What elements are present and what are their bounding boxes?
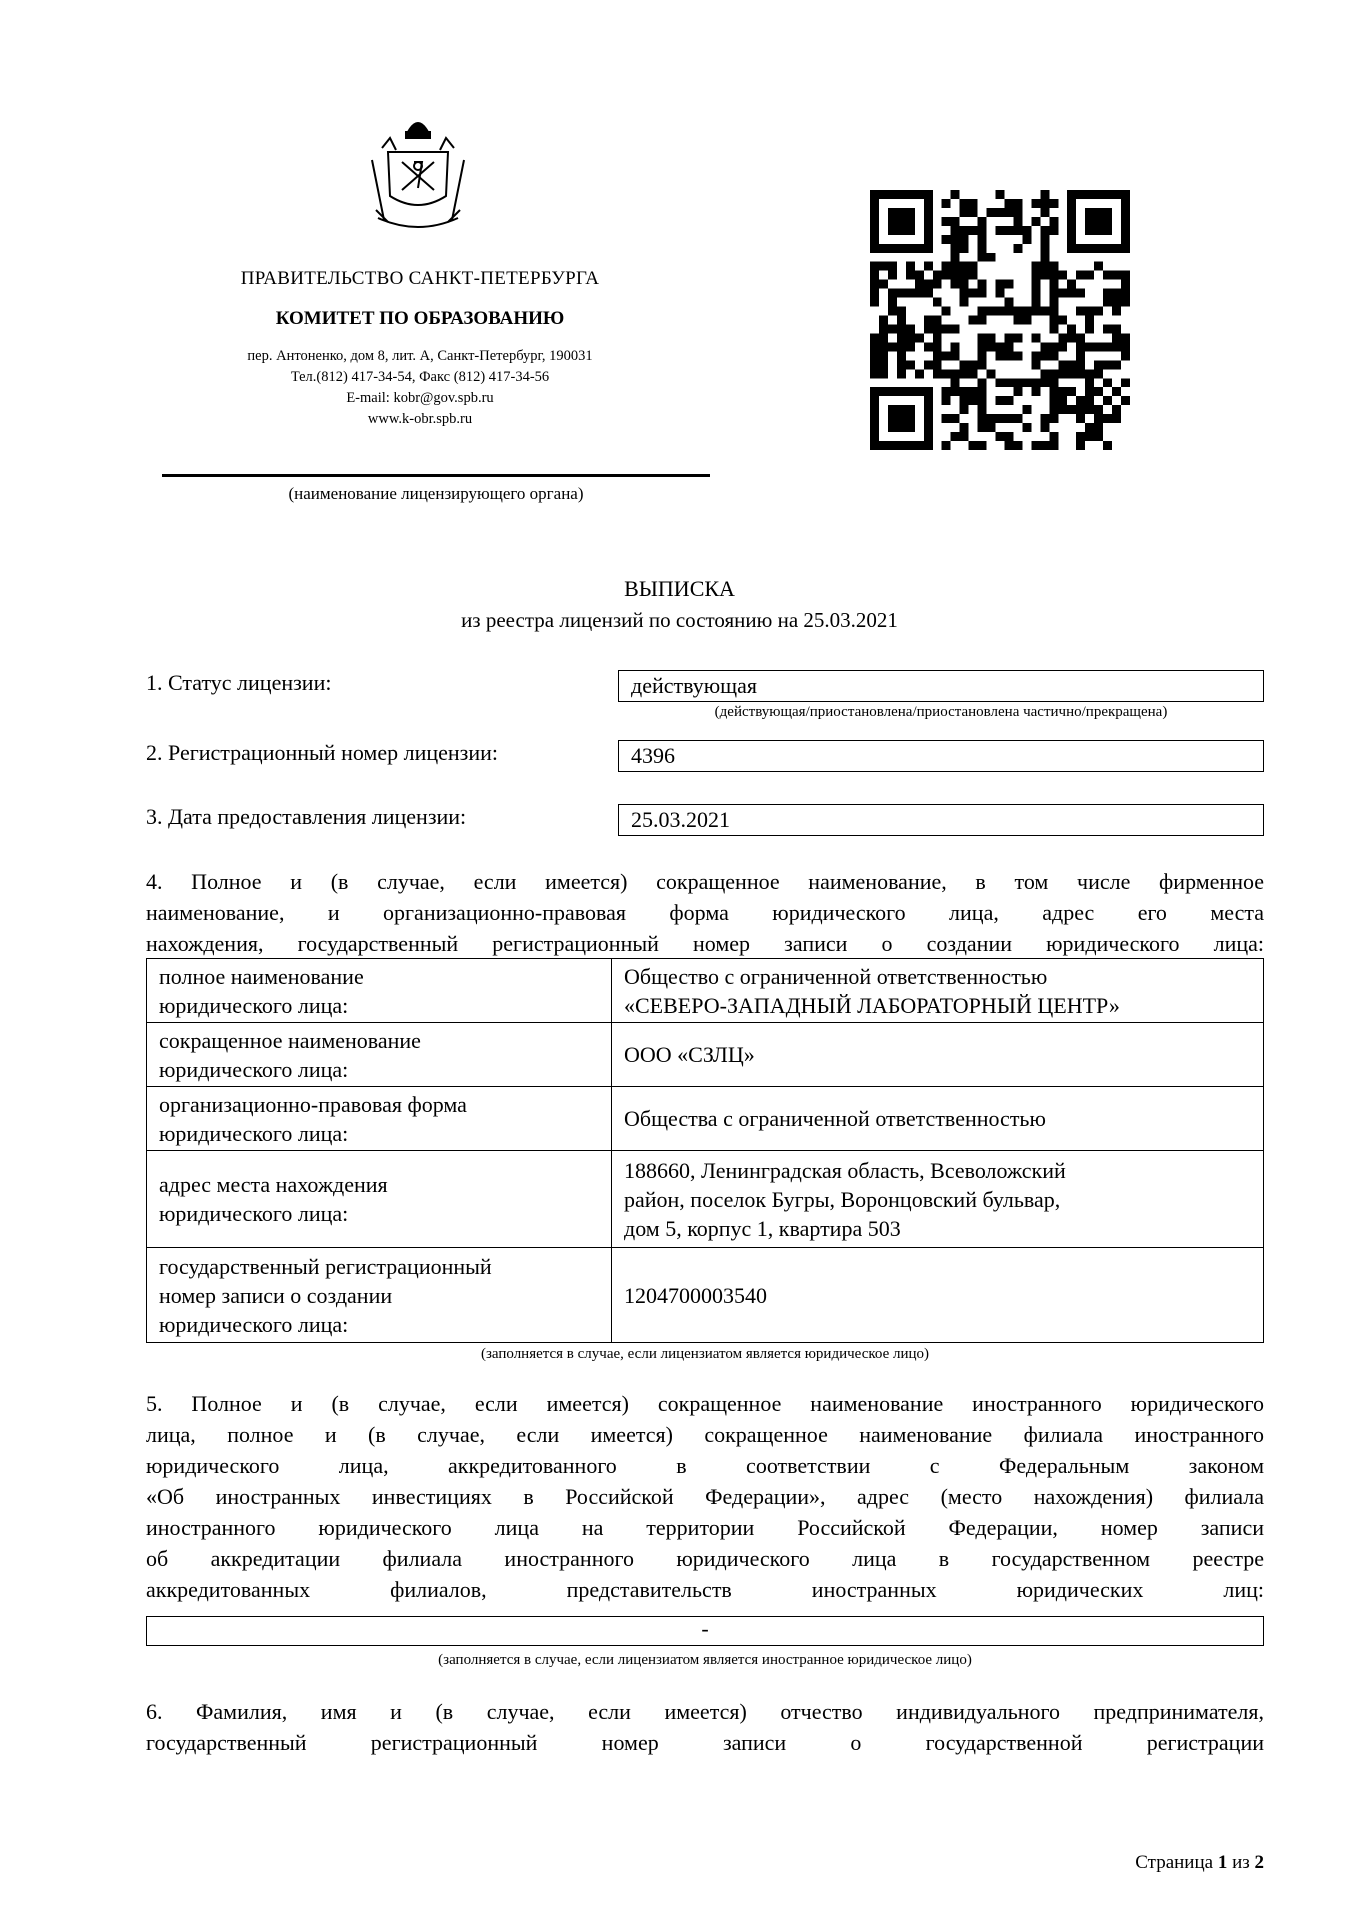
section-4-line: наименование, и организационно-правовая форма юридического лица, адрес его места <box>146 900 1264 925</box>
page-middle: из <box>1227 1852 1255 1873</box>
table-row <box>147 1023 1264 1087</box>
section-5-line: «Об иностранных инвестициях в Российской Федерации», адрес (место нахождения) филиала <box>146 1484 1264 1509</box>
table-row <box>147 1151 1264 1248</box>
section-5-text <box>146 1388 1264 1605</box>
row-value <box>612 1023 1264 1087</box>
value-line: ООО «СЗЛЦ» <box>624 1042 755 1067</box>
phone-line: Тел.(812) 417-34-54, Факс (812) 417-34-56 <box>290 369 550 385</box>
reg-number-label: 2. Регистрационный номер лицензии: <box>146 740 499 765</box>
row-key <box>147 1151 612 1248</box>
current-page: 1 <box>1217 1852 1228 1873</box>
website-line: www.k-obr.spb.ru <box>367 411 473 427</box>
section-5-value: - <box>146 1616 1264 1646</box>
section-4-line: 4. Полное и (в случае, если имеется) сокращенное наименование, в том числе фирменное <box>146 869 1264 894</box>
key-line: юридического лица: <box>159 1311 349 1337</box>
section-5-line: 5. Полное и (в случае, если имеется) сокращенное наименование иностранного юридического <box>146 1391 1264 1416</box>
email-line: E-mail: kobr@gov.spb.ru <box>346 390 494 406</box>
row-key <box>147 959 612 1023</box>
qr-code <box>870 190 1130 450</box>
key-line: юридического лица: <box>159 1201 349 1226</box>
value-line: «СЕВЕРО-ЗАПАДНЫЙ ЛАБОРАТОРНЫЙ ЦЕНТР» <box>624 992 1120 1018</box>
coat-of-arms-emblem <box>362 110 474 240</box>
section-5-line: об аккредитации филиала иностранного юридического лица в государственном реестре <box>146 1546 1264 1571</box>
status-value: действующая <box>618 670 1264 702</box>
value-line: 188660, Ленинградская область, Всеволожский <box>624 1157 1066 1183</box>
key-line: адрес места нахождения <box>159 1172 388 1197</box>
row-value <box>612 1151 1264 1248</box>
key-line: государственный регистрационный <box>159 1253 492 1279</box>
section-5-line: юридического лица, аккредитованного в соответствии с Федеральным законом <box>146 1453 1264 1478</box>
government-name: ПРАВИТЕЛЬСТВО САНКТ-ПЕТЕРБУРГА <box>240 268 600 289</box>
section-5-line: иностранного юридического лица на территории Российской Федерации, номер записи <box>146 1515 1264 1540</box>
table-row <box>147 959 1264 1023</box>
key-line: номер записи о создании <box>159 1282 393 1308</box>
authority-caption: (наименование лицензирующего органа) <box>288 484 584 503</box>
section-6-text <box>146 1696 1264 1758</box>
status-label: 1. Статус лицензии: <box>146 670 332 695</box>
section-5-note: (заполняется в случае, если лицензиатом является иностранное юридическое лицо) <box>438 1652 972 1668</box>
address-line: пер. Антоненко, дом 8, лит. А, Санкт-Петербург, 190031 <box>247 348 593 364</box>
row-key <box>147 1248 612 1343</box>
section-4-text <box>146 866 1264 959</box>
organization-table <box>146 958 1264 1343</box>
section-6-line: государственный регистрационный номер записи о государственной регистрации <box>146 1730 1264 1755</box>
value-line: район, поселок Бугры, Воронцовский бульвар, <box>624 1186 1061 1212</box>
page-number <box>1135 1852 1264 1874</box>
section-4-line: нахождения, государственный регистрационный номер записи о создании юридического лица: <box>146 931 1264 956</box>
page-prefix: Страница <box>1135 1852 1218 1873</box>
status-hint: (действующая/приостановлена/приостановлена частично/прекращена) <box>714 704 1168 720</box>
table-row <box>147 1248 1264 1343</box>
value-line: дом 5, корпус 1, квартира 503 <box>624 1215 901 1241</box>
authority-underline <box>162 474 710 477</box>
table-row <box>147 1087 1264 1151</box>
value-line: Общество с ограниченной ответственностью <box>624 963 1048 989</box>
section-4-note: (заполняется в случае, если лицензиатом является юридическое лицо) <box>480 1346 930 1362</box>
key-line: юридического лица: <box>159 1120 349 1146</box>
issue-date-label: 3. Дата предоставления лицензии: <box>146 804 467 829</box>
total-pages: 2 <box>1254 1852 1264 1873</box>
issue-date-value: 25.03.2021 <box>618 804 1264 836</box>
section-6-line: 6. Фамилия, имя и (в случае, если имеется) отчество индивидуального предпринимателя, <box>146 1699 1264 1724</box>
document-title: ВЫПИСКА <box>624 576 735 601</box>
row-key <box>147 1023 612 1087</box>
key-line: полное наименование <box>159 963 364 989</box>
section-5-line: лица, полное и (в случае, если имеется) сокращенное наименование филиала иностранного <box>146 1422 1264 1447</box>
reg-number-value: 4396 <box>618 740 1264 772</box>
row-key <box>147 1087 612 1151</box>
row-value <box>612 959 1264 1023</box>
committee-name: КОМИТЕТ ПО ОБРАЗОВАНИЮ <box>275 308 565 329</box>
row-value <box>612 1248 1264 1343</box>
value-line: 1204700003540 <box>624 1282 767 1308</box>
section-5-line: аккредитованных филиалов, представительств иностранных юридических лиц: <box>146 1577 1264 1602</box>
key-line: юридического лица: <box>159 992 349 1018</box>
value-line: Общества с ограниченной ответственностью <box>624 1106 1046 1131</box>
row-value <box>612 1087 1264 1151</box>
document-subtitle: из реестра лицензий по состоянию на 25.03.2021 <box>461 608 898 632</box>
key-line: юридического лица: <box>159 1056 349 1082</box>
key-line: организационно-правовая форма <box>159 1091 467 1117</box>
key-line: сокращенное наименование <box>159 1027 421 1053</box>
